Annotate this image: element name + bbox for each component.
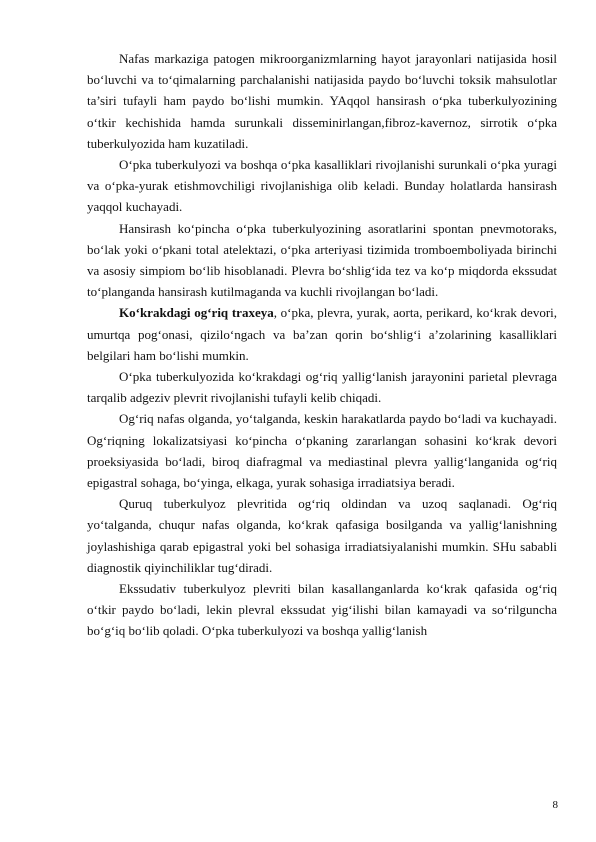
paragraph [87,408,557,493]
paragraph-text: Nafas markaziga patogen mikroorganizmlarning hayot jarayonlari natijasida hosil bo‘luvchi va to‘qimalarning parchalanishi natijasida paydo bo‘luvchi toksik mahsulotlar ta’siri tufayli ham paydo bo‘lishi mumkin. YAqqol hansirash o‘pka tuberkulyozining o‘tkir kechishida hamda surunkali disseminirlangan,fibroz-kavernoz, sirrotik o‘pka tuberkulyozida ham kuzatiladi. [87,51,557,151]
paragraph [87,493,557,578]
paragraph-text: O‘pka tuberkulyozida ko‘krakdagi og‘riq yallig‘lanish jarayonini parietal plevraga tarqalib adgeziv plevrit rivojlanishi tufayli kelib chiqadi. [87,369,557,406]
page-number: 8 [552,799,558,811]
document-page [87,48,557,642]
paragraph [87,302,557,366]
paragraph [87,218,557,303]
paragraph [87,154,557,218]
paragraph [87,366,557,408]
paragraph-text: , o‘pka, plevra, yurak, aorta, perikard, ko‘krak devori, umurtqa pog‘onasi, qizilo‘ngach va ba’zan qorin bo‘shlig‘i a’zolarining kasalliklari belgilari ham bo‘lishi mumkin. [87,305,558,363]
paragraph-text: Ekssudativ tuberkulyoz plevriti bilan kasallanganlarda ko‘krak qafasida og‘riq o‘tkir paydo bo‘ladi, lekin plevral ekssudat yig‘ilishi bilan kamayadi va so‘rilguncha bo‘g‘iq bo‘lib qoladi. O‘pka tuberkulyozi va boshqa yallig‘lanish [87,581,557,639]
paragraph-text: Quruq tuberkulyoz plevritida og‘riq oldindan va uzoq saqlanadi. Og‘riq yo‘talganda, chuqur nafas olganda, ko‘krak qafasiga bosilganda va yallig‘lanishning joylashishiga qarab epigastral yoki bel sohasiga irradiatsiyalanishi mumkin. SHu sababli diagnostik qiyinchiliklar tug‘diradi. [87,496,557,575]
paragraph-text: Hansirash ko‘pincha o‘pka tuberkulyozining asoratlarini spontan pnevmotoraks, bo‘lak yoki o‘pkani total atelektazi, o‘pka arteriyasi tizimida tromboemboliyada birinchi va asosiy simpiom bo‘lib hisoblanadi. Plevra bo‘shlig‘ida tez va ko‘p miqdorda ekssudat to‘planganda hansirash kutilmaganda va kuchli rivojlangan bo‘ladi. [87,220,557,300]
paragraph-text: Og‘riq nafas olganda, yo‘talganda, keskin harakatlarda paydo bo‘ladi va kuchayadi. Og‘riqning lokalizatsiyasi ko‘pincha o‘pkaning zararlangan sohasini ko‘krak devori proeksiyasida bo‘ladi, biroq diafragmal va mediastinal plevra yallig‘langanida og‘riq epigastral sohaga, bo‘yinga, elkaga, yurak sohasiga irradiatsiya beradi. [87,411,557,491]
paragraph [87,48,557,154]
paragraph [87,578,557,642]
paragraph-text: O‘pka tuberkulyozi va boshqa o‘pka kasalliklari rivojlanishi surunkali o‘pka yuragi va o‘pka-yurak etishmovchiligi rivojlanishiga olib keladi. Bunday holatlarda hansirash yaqqol kuchayadi. [87,157,557,215]
paragraph-heading: Ko‘krakdagi og‘riq traxeya [119,305,274,321]
